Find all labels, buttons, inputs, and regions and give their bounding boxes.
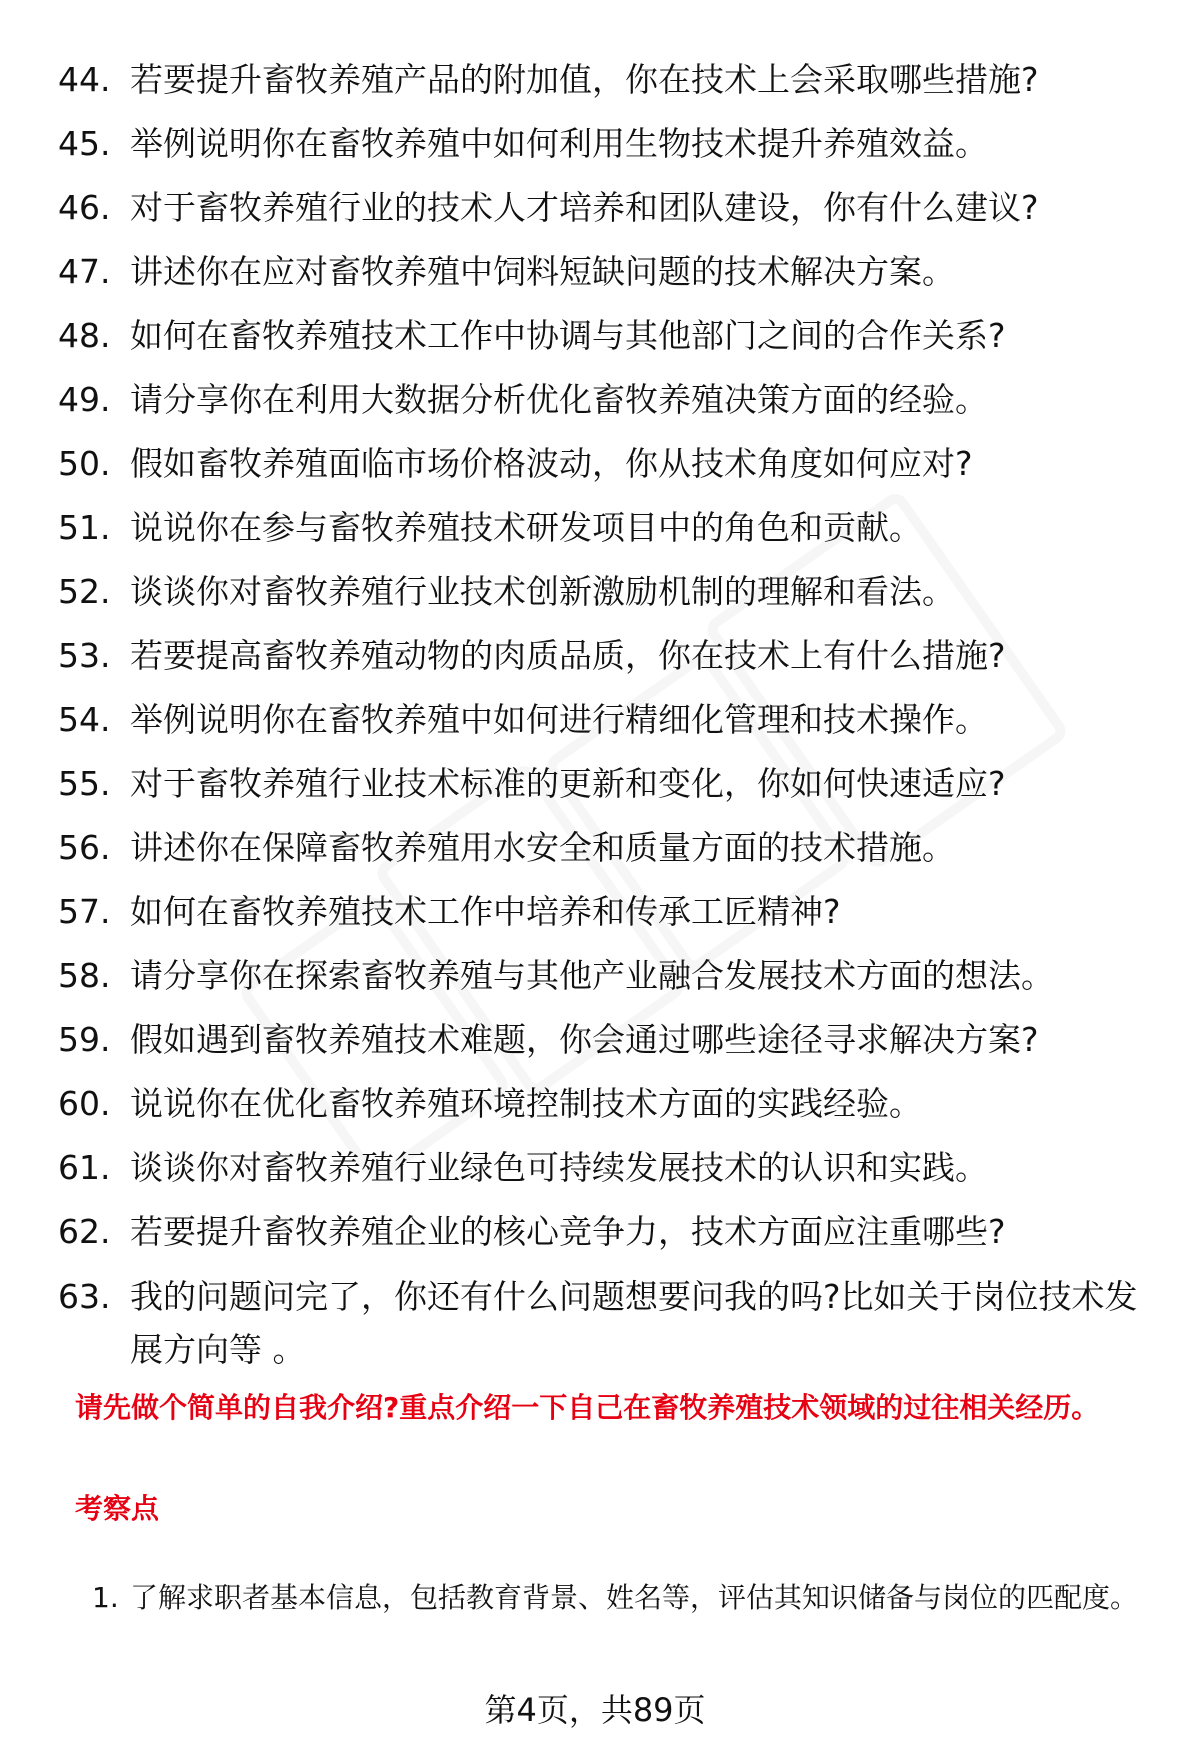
question-text: 说说你在参与畜牧养殖技术研发项目中的角色和贡献。 <box>130 508 922 547</box>
question-text: 讲述你在保障畜牧养殖用水安全和质量方面的技术措施。 <box>130 828 955 867</box>
question-text: 若要提高畜牧养殖动物的肉质品质，你在技术上有什么措施? <box>130 636 1006 675</box>
question-text: 对于畜牧养殖行业的技术人才培养和团队建设，你有什么建议? <box>130 188 1039 227</box>
points-list <box>92 1567 1152 1629</box>
question-number: 46. <box>58 188 111 227</box>
question-text: 我的问题问完了，你还有什么问题想要问我的吗?比如关于岗位技术发展方向等 。 <box>130 1277 1138 1369</box>
question-text: 对于畜牧养殖行业技术标准的更新和变化，你如何快速适应? <box>130 764 1006 803</box>
question-text: 请分享你在探索畜牧养殖与其他产业融合发展技术方面的想法。 <box>130 956 1054 995</box>
question-number: 51. <box>58 508 111 547</box>
question-item <box>58 48 1148 112</box>
question-text: 谈谈你对畜牧养殖行业技术创新激励机制的理解和看法。 <box>130 572 955 611</box>
question-item <box>58 624 1148 688</box>
question-text: 谈谈你对畜牧养殖行业绿色可持续发展技术的认识和实践。 <box>130 1148 988 1187</box>
question-number: 58. <box>58 956 111 995</box>
question-item <box>58 752 1148 816</box>
question-item <box>58 176 1148 240</box>
question-number: 48. <box>58 316 111 355</box>
question-item <box>58 112 1148 176</box>
question-number: 60. <box>58 1084 111 1123</box>
question-number: 44. <box>58 60 111 99</box>
question-item <box>58 688 1148 752</box>
question-text: 如何在畜牧养殖技术工作中培养和传承工匠精神? <box>130 892 841 931</box>
question-number: 61. <box>58 1148 111 1187</box>
question-number: 52. <box>58 572 111 611</box>
point-item <box>92 1567 1152 1629</box>
question-text: 假如畜牧养殖面临市场价格波动，你从技术角度如何应对? <box>130 444 973 483</box>
question-text: 请分享你在利用大数据分析优化畜牧养殖决策方面的经验。 <box>130 380 988 419</box>
question-number: 49. <box>58 380 111 419</box>
question-number: 59. <box>58 1020 111 1059</box>
question-number: 47. <box>58 252 111 291</box>
question-list <box>58 48 1148 1376</box>
question-text: 举例说明你在畜牧养殖中如何进行精细化管理和技术操作。 <box>130 700 988 739</box>
question-text: 如何在畜牧养殖技术工作中协调与其他部门之间的合作关系? <box>130 316 1006 355</box>
question-item <box>58 1270 1148 1376</box>
question-item <box>58 944 1148 1008</box>
question-number: 45. <box>58 124 111 163</box>
question-item <box>58 496 1148 560</box>
question-item <box>58 816 1148 880</box>
question-number: 54. <box>58 700 111 739</box>
section-label: 考察点 <box>75 1492 160 1525</box>
question-number: 50. <box>58 444 111 483</box>
question-text: 讲述你在应对畜牧养殖中饲料短缺问题的技术解决方案。 <box>130 252 955 291</box>
question-item <box>58 432 1148 496</box>
question-item <box>58 304 1148 368</box>
question-text: 假如遇到畜牧养殖技术难题，你会通过哪些途径寻求解决方案? <box>130 1020 1039 1059</box>
question-item <box>58 560 1148 624</box>
question-item <box>58 1200 1148 1264</box>
page-footer: 第4页，共89页 <box>484 1691 706 1729</box>
question-number: 53. <box>58 636 111 675</box>
question-text: 说说你在优化畜牧养殖环境控制技术方面的实践经验。 <box>130 1084 922 1123</box>
question-text: 若要提升畜牧养殖产品的附加值，你在技术上会采取哪些措施? <box>130 60 1039 99</box>
question-number: 56. <box>58 828 111 867</box>
question-item <box>58 1072 1148 1136</box>
question-item <box>58 1008 1148 1072</box>
point-text: 了解求职者基本信息，包括教育背景、姓名等，评估其知识储备与岗位的匹配度。 <box>130 1581 1139 1614</box>
question-text: 举例说明你在畜牧养殖中如何利用生物技术提升养殖效益。 <box>130 124 988 163</box>
question-item <box>58 1136 1148 1200</box>
point-number: 1. <box>92 1581 119 1614</box>
question-number: 63. <box>58 1277 111 1316</box>
highlight-question: 请先做个简单的自我介绍?重点介绍一下自己在畜牧养殖技术领域的过往相关经历。 <box>75 1391 1100 1424</box>
question-item <box>58 368 1148 432</box>
question-number: 55. <box>58 764 111 803</box>
question-item <box>58 240 1148 304</box>
question-number: 62. <box>58 1212 111 1251</box>
question-text: 若要提升畜牧养殖企业的核心竞争力，技术方面应注重哪些? <box>130 1212 1006 1251</box>
question-item <box>58 880 1148 944</box>
question-number: 57. <box>58 892 111 931</box>
